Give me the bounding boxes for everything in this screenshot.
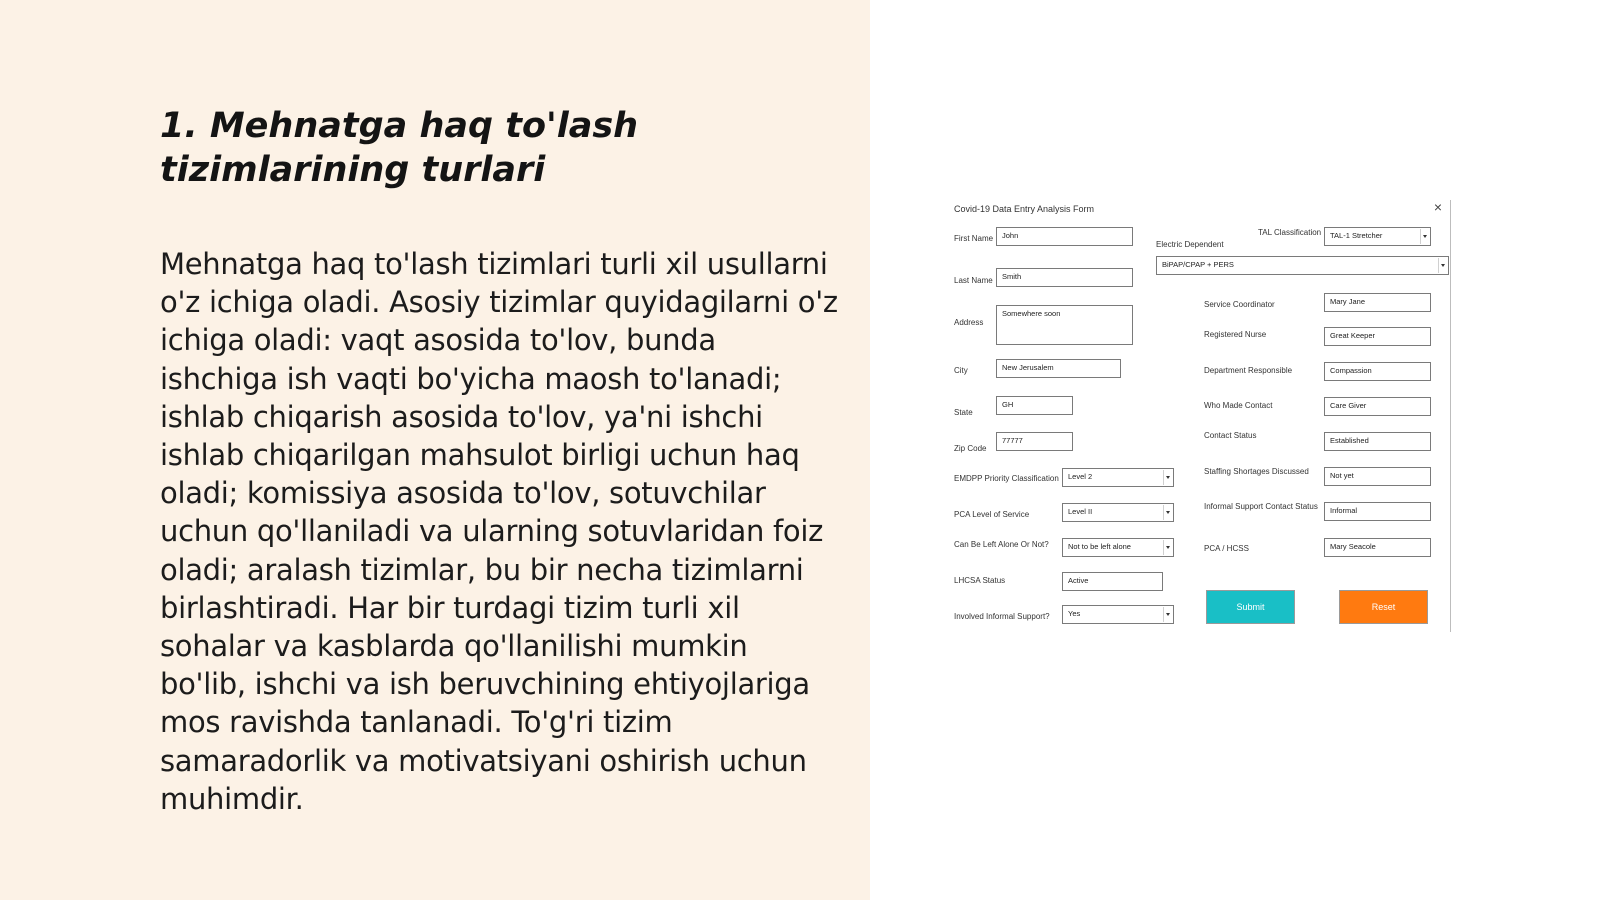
form-window-title: Covid-19 Data Entry Analysis Form	[954, 204, 1095, 214]
contact-status-field[interactable]: Established	[1324, 432, 1431, 451]
last-name-field[interactable]: Smith	[996, 268, 1133, 287]
left-alone-value: Not to be left alone	[1068, 542, 1131, 551]
tal-classification-label: TAL Classification	[1258, 228, 1322, 237]
department-responsible-field[interactable]: Compassion	[1324, 362, 1431, 381]
last-name-label: Last Name	[954, 276, 993, 285]
pca-level-value: Level II	[1068, 507, 1093, 516]
staffing-shortages-label: Staffing Shortages Discussed	[1204, 467, 1309, 476]
address-field[interactable]: Somewhere soon	[996, 305, 1133, 345]
chevron-down-icon[interactable]	[1163, 470, 1172, 485]
first-name-field[interactable]: John	[996, 227, 1133, 246]
electric-dependent-label: Electric Dependent	[1156, 240, 1224, 249]
left-alone-label: Can Be Left Alone Or Not?	[954, 540, 1049, 549]
emdpp-value: Level 2	[1068, 472, 1093, 481]
left-alone-dropdown[interactable]	[1062, 538, 1174, 557]
chevron-down-icon[interactable]	[1163, 505, 1172, 520]
tal-classification-value: TAL-1 Stretcher	[1330, 231, 1383, 240]
informal-support-label: Involved Informal Support?	[954, 612, 1050, 621]
lhcsa-status-label: LHCSA Status	[954, 576, 1006, 585]
first-name-label: First Name	[954, 234, 994, 243]
electric-dependent-dropdown[interactable]	[1156, 256, 1449, 275]
submit-button[interactable]: Submit	[1206, 590, 1295, 624]
informal-contact-status-field[interactable]: Informal	[1324, 502, 1431, 521]
close-icon[interactable]: ×	[1433, 199, 1442, 215]
emdpp-label: EMDPP Priority Classification	[954, 474, 1059, 483]
chevron-down-icon[interactable]	[1163, 540, 1172, 555]
slide-title: 1. Mehnatga haq to'lash tizimlarining turlari	[160, 106, 639, 190]
state-field[interactable]: GH	[996, 396, 1073, 415]
informal-support-dropdown[interactable]	[1062, 605, 1174, 624]
zip-code-field[interactable]: 77777	[996, 432, 1073, 451]
lhcsa-status-field[interactable]: Active	[1062, 572, 1163, 591]
data-entry-form-screenshot	[952, 200, 1451, 632]
pca-level-dropdown[interactable]	[1062, 503, 1174, 522]
city-field[interactable]: New Jerusalem	[996, 359, 1121, 378]
informal-support-value: Yes	[1068, 609, 1081, 618]
registered-nurse-label: Registered Nurse	[1204, 330, 1267, 339]
pca-hcss-field[interactable]: Mary Seacole	[1324, 538, 1431, 557]
tal-classification-dropdown[interactable]	[1324, 227, 1431, 246]
city-label: City	[954, 366, 968, 375]
informal-contact-status-label: Informal Support Contact Status	[1204, 502, 1318, 511]
department-responsible-label: Department Responsible	[1204, 366, 1293, 375]
electric-dependent-value: BiPAP/CPAP + PERS	[1162, 260, 1234, 269]
service-coordinator-field[interactable]: Mary Jane	[1324, 293, 1431, 312]
emdpp-dropdown[interactable]	[1062, 468, 1174, 487]
chevron-down-icon[interactable]	[1438, 258, 1447, 273]
chevron-down-icon[interactable]	[1163, 607, 1172, 622]
contact-status-label: Contact Status	[1204, 431, 1257, 440]
pca-hcss-label: PCA / HCSS	[1204, 544, 1249, 553]
registered-nurse-field[interactable]: Great Keeper	[1324, 327, 1431, 346]
pca-level-label: PCA Level of Service	[954, 510, 1030, 519]
zip-code-label: Zip Code	[954, 444, 987, 453]
who-made-contact-label: Who Made Contact	[1204, 401, 1273, 410]
address-label: Address	[954, 318, 984, 327]
chevron-down-icon[interactable]	[1420, 229, 1429, 244]
reset-button[interactable]: Reset	[1339, 590, 1428, 624]
who-made-contact-field[interactable]: Care Giver	[1324, 397, 1431, 416]
staffing-shortages-field[interactable]: Not yet	[1324, 467, 1431, 486]
slide-body-text: Mehnatga haq to'lash tizimlari turli xil usullarni o'z ichiga oladi. Asosiy tizimlar quyidagilarni o'z ichiga oladi: vaqt asosida to'lov, bunda ishchiga ish vaqti bo'yicha maosh to'lanadi; ishlab chiqarish asosida to'lov, ya'ni ishchi ishlab chiqarilgan mahsulot birligi uchun haq oladi; komissiya asosida to'lov, sotuvchilar uchun qo'llaniladi va ularning sotuvlaridan foiz oladi; aralash tizimlar, bu bir necha tizimlarni birlashtiradi. Har bir turdagi tizim turli xil sohalar va kasblarda qo'llanilishi mumkin bo'lib, ishchi va ish beruvchining ehtiyojlariga mos ravishda tanlanadi. To'g'ri tizim samaradorlik va motivatsiyani oshirish uchun muhimdir.	[160, 247, 838, 816]
service-coordinator-label: Service Coordinator	[1204, 300, 1275, 309]
state-label: State	[954, 408, 973, 417]
